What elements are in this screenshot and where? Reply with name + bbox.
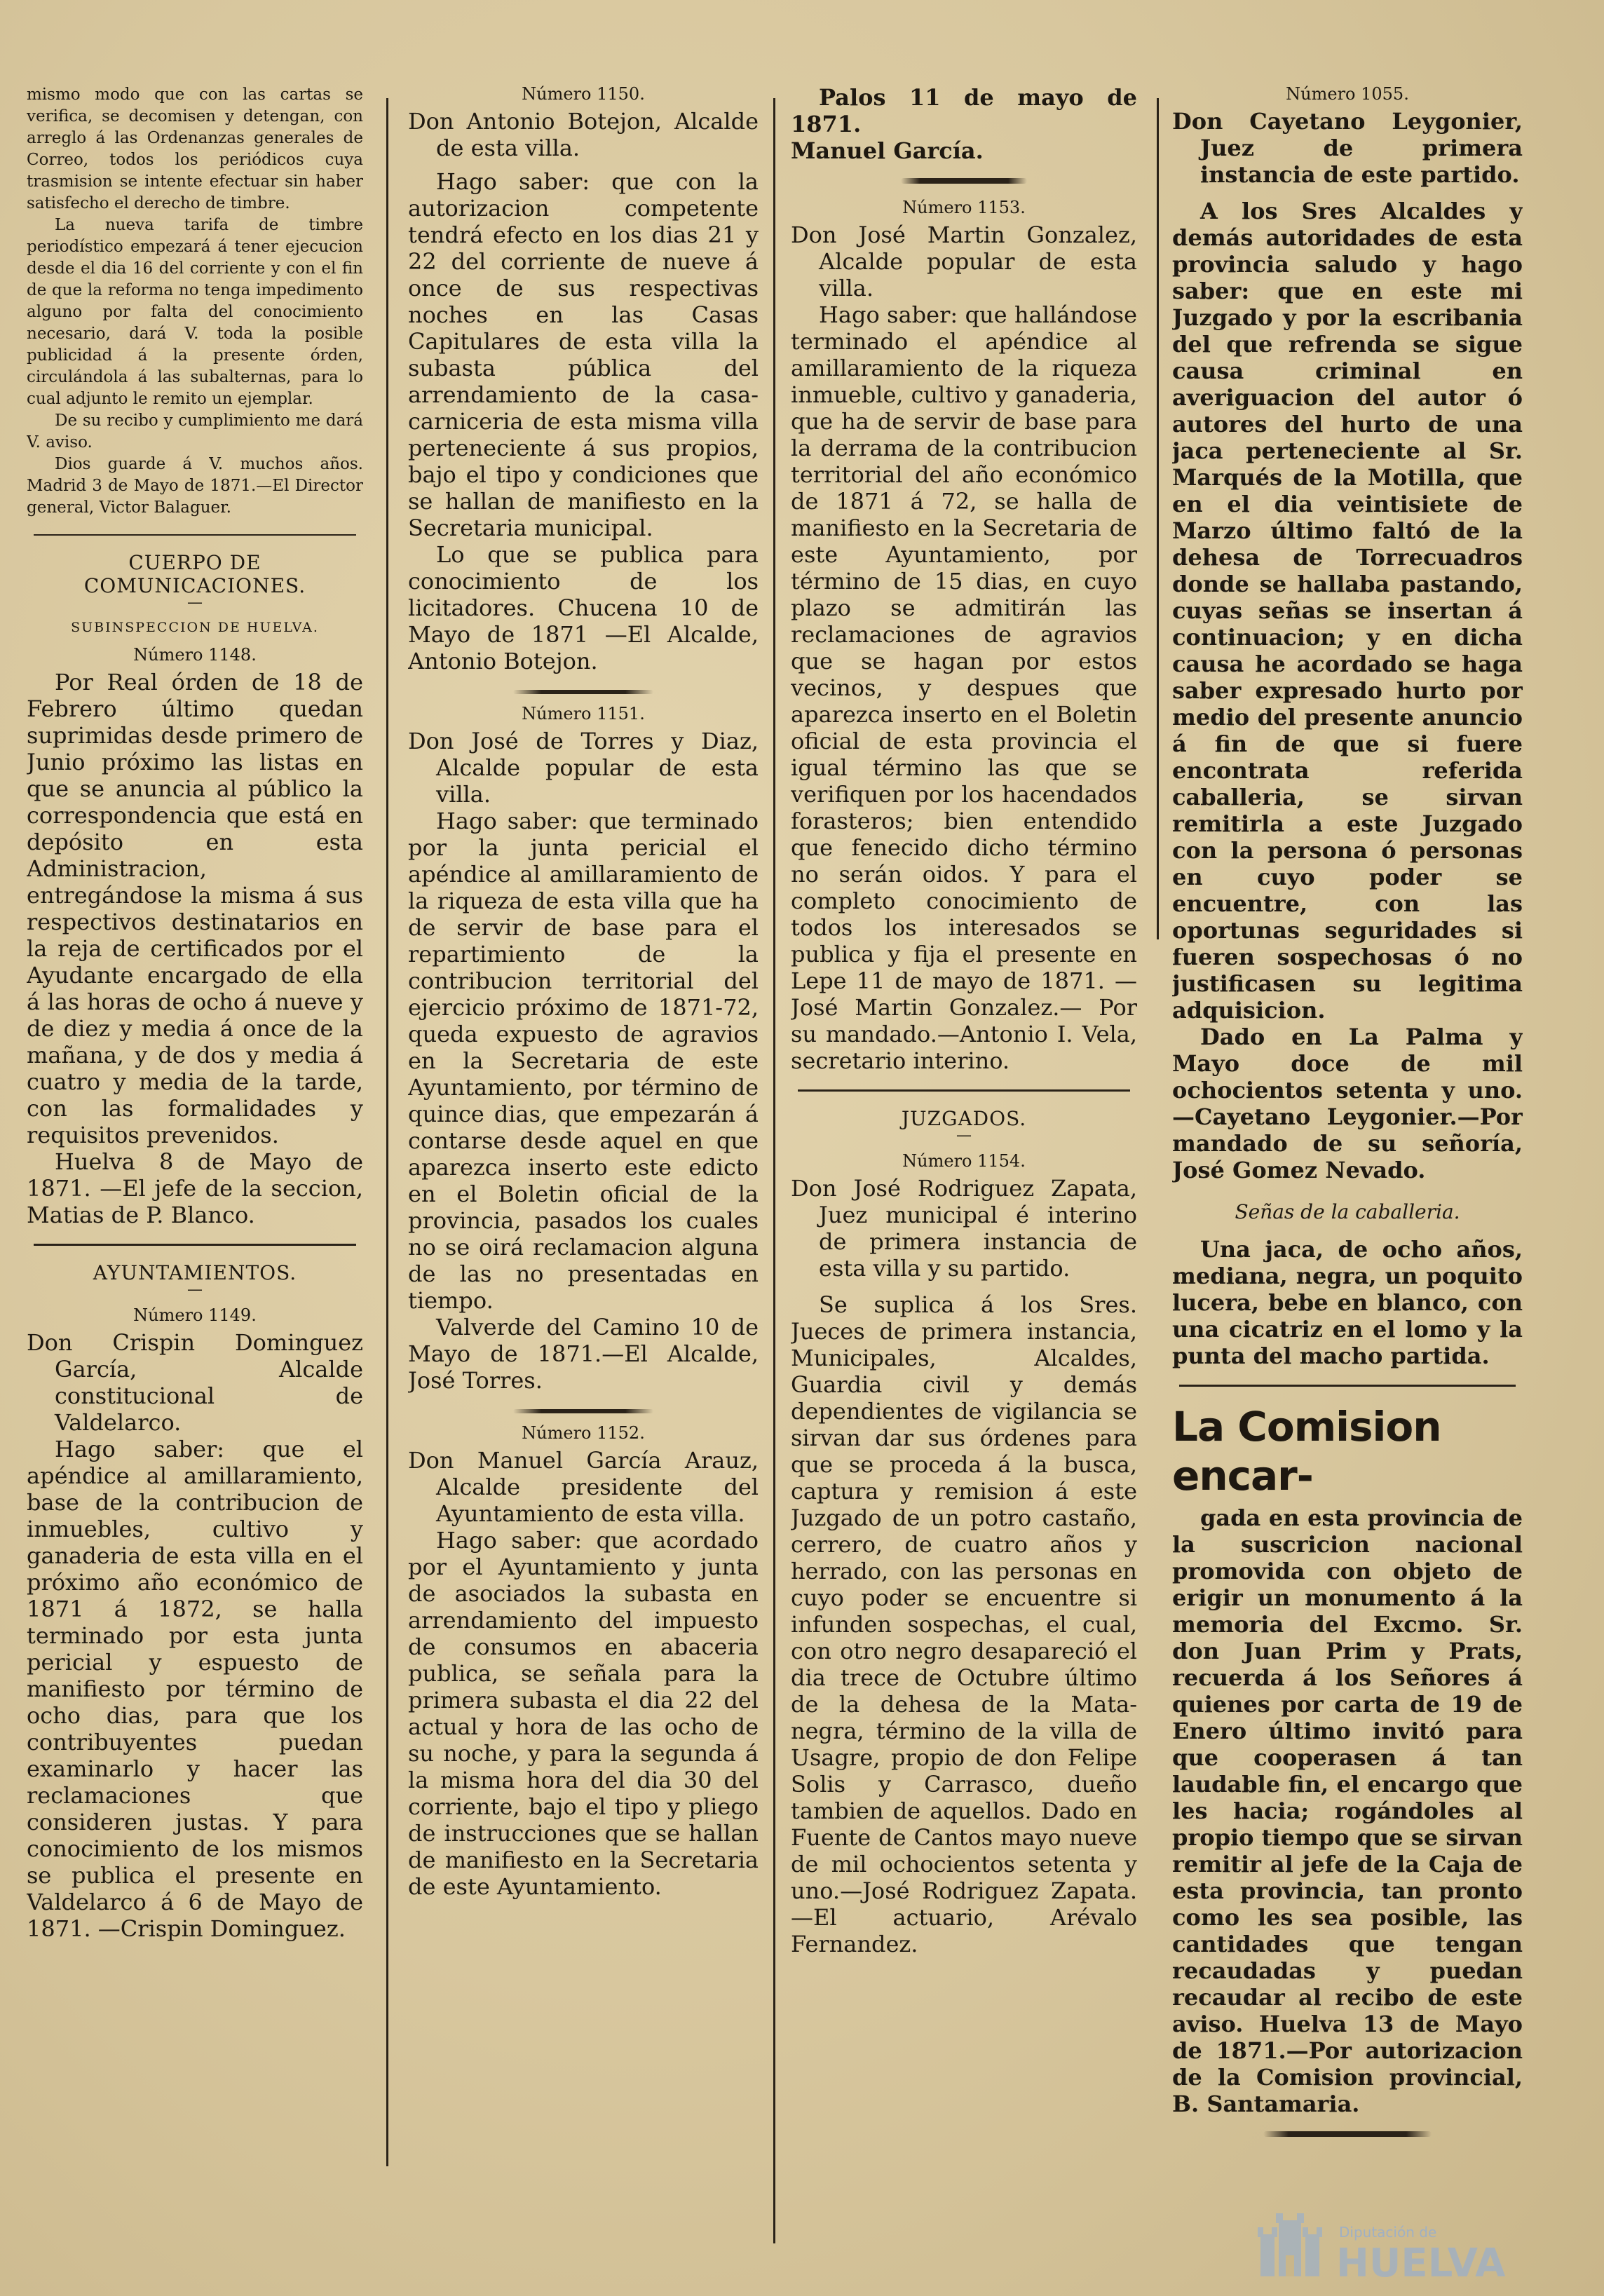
column-divider: [773, 98, 775, 2243]
notice-heading: Don José Rodriguez Zapata, Juez municipal é interino de primera instancia de esta villa y su partido.: [791, 1175, 1137, 1282]
notice-heading: Don Manuel García Arauz, Alcalde presidente del Ayuntamiento de esta villa.: [408, 1447, 759, 1527]
section-rule: [798, 1089, 1130, 1092]
section-dash: —: [956, 1127, 972, 1144]
notice-heading: Don José de Torres y Diaz, Alcalde popular de esta villa.: [408, 728, 759, 808]
notice-body: Hago saber: que terminado por la junta pericial el apéndice al amillaramiento de la riqueza de esta villa que ha de servir de base para el repartimiento de la contribucion territorial del ejercicio próximo de 1871-72, queda expuesto de agravios en la Secretaria de este Ayuntamiento, por término de quince dias, que empezarán á contarse desde aquel en que aparezca inserto este edicto en el Boletin oficial de la provincia, pasados los cuales no se oirá reclamacion alguna de las no presentadas en tiempo.: [408, 808, 759, 1314]
notice-body: Hago saber: que hallándose terminado el apéndice al amillaramiento de la riqueza inmueble, cultivo y ganaderia, que ha de servir de base para la derrama de la contribucion territorial del año económico de 1871 á 72, se halla de manifiesto en la Secretaria de este Ayuntamiento, por término de 15 dias, en cuyo plazo se admitirán las reclamaciones de agravios que se hagan por estos vecinos, y despues que aparezca inserto en el Boletin oficial de esta provincia el igual término las que se verifiquen por los hacendados forasteros; bien entendido que fenecido dicho término no serán oidos. Y para el completo conocimiento de todos los interesados se publica y fija el presente en Lepe 11 de mayo de 1871. —José Martin Gonzalez.— Por su mandado.—Antonio I. Vela, secretario interino.: [791, 301, 1137, 1074]
section-rule: [1179, 1385, 1516, 1387]
section-heading: CUERPO DE COMUNICACIONES.: [83, 551, 306, 597]
notice-heading: Don Antonio Botejon, Alcalde de esta villa.: [408, 108, 759, 161]
notice-number: Número 1152.: [522, 1423, 645, 1443]
notice-heading: Don Crispin Dominguez García, Alcalde constitucional de Valdelarco.: [27, 1329, 363, 1436]
watermark-logo: [1253, 2206, 1562, 2283]
intro-paragraph: De su recibo y cumplimiento me dará V. aviso.: [27, 412, 363, 451]
intro-paragraph: La nueva tarifa de timbre periodístico empezará á tener ejecucion desde el dia 16 del corriente y con el fin de que la reforma no tenga impedimento alguno por falta del conocimiento necesario, dará V. toda la posible publicidad á la presente órden, circulándola á las subalternas, para lo cual adjunto le remito un ejemplar.: [27, 216, 363, 408]
notice-body: Por Real órden de 18 de Febrero último quedan suprimidas desde primero de Junio próximo las listas en que se anuncia al público la correspondencia que está en depósito en esta Administracion, entregándose la misma á sus respectivos destinatarios en la reja de certificados por el Ayudante encargado de ella á las horas de ocho á nueve y de diez y media á once de la mañana, y de dos y media á cuatro y media de la tarde, con las formalidades y requisitos prevenidos.: [27, 669, 363, 1148]
notice-number: Número 1153.: [902, 198, 1026, 217]
notice-heading: Don Cayetano Leygonier, Juez de primera instancia de este partido.: [1172, 108, 1523, 188]
subsection-heading: Señas de la caballeria.: [1235, 1200, 1460, 1223]
section-dash: —: [187, 594, 203, 611]
column-divider: [1157, 98, 1159, 939]
watermark-line1: Diputación de: [1339, 2224, 1437, 2241]
notice-number: Número 1055.: [1286, 84, 1409, 104]
notice-body: Hago saber: que acordado por el Ayuntamiento y junta de asociados la subasta en arrendamiento del impuesto de consumos en abaceria publica, se señala para la primera subasta el dia 22 del actual y hora de las ocho de su noche, y para la segunda á la misma hora del dia 30 del corriente, bajo el tipo y pliego de instrucciones que se hallan de manifiesto en la Secretaria de este Ayuntamiento.: [408, 1527, 759, 1900]
notice-heading: Don José Martin Gonzalez, Alcalde popular de esta villa.: [791, 222, 1137, 301]
notice-title: La Comision encar-: [1172, 1403, 1441, 1500]
section-dash: —: [187, 1281, 203, 1298]
column-divider: [386, 98, 388, 2166]
notice-signature: Dado en La Palma y Mayo doce de mil ochocientos setenta y uno.—Cayetano Leygonier.—Por mandado de su señoría, José Gomez Nevado.: [1172, 1024, 1523, 1183]
column-2: [408, 84, 759, 2271]
notice-body: Hago saber: que el apéndice al amillaramiento, base de la contribucion de inmuebles, cultivo y ganaderia de esta villa en el próximo año económico de 1871 á 1872, se halla terminado por esta junta pericial y espuesto de manifiesto por término de ocho dias, para que los contribuyentes puedan examinarlo y hacer las reclamaciones que consideren justas. Y para conocimiento de los mismos se publica el presente en Valdelarco á 6 de Mayo de 1871. —Crispin Dominguez.: [27, 1436, 363, 1942]
notice-body: Se suplica á los Sres. Jueces de primera instancia, Municipales, Alcaldes, Guardia civil y demás dependientes de vigilancia se sirvan dar sus órdenes para que se proceda á la busca, captura y remision á este Juzgado de un potro castaño, cerrero, de cuatro años y herrado, con las personas en cuyo poder se encuentre si infunden sospechas, el cual, con otro negro desapareció el dia trece de Octubre último de la dehesa de la Mata-negra, término de la villa de Usagre, propio de don Felipe Solis y Carrasco, dueño tambien de aquellos. Dado en Fuente de Cantos mayo nueve de mil ochocientos setenta y uno.—José Rodriguez Zapata.—El actuario, Arévalo Fernandez.: [791, 1291, 1137, 1957]
intro-signature: Dios guarde á V. muchos años. Madrid 3 de Mayo de 1871.—El Director general, Victor Balaguer.: [27, 455, 363, 517]
notice-signature: Huelva 8 de Mayo de 1871. —El jefe de la seccion, Matias de P. Blanco.: [27, 1148, 363, 1228]
ornamental-rule: [1263, 2131, 1432, 2137]
section-rule: [34, 534, 356, 536]
column-3: [791, 84, 1137, 2271]
ornamental-rule: [513, 1409, 653, 1413]
notice-number: Número 1151.: [522, 704, 645, 724]
subsection-heading: SUBINSPECCION DE HUELVA.: [71, 620, 319, 635]
ornamental-rule: [901, 178, 1027, 184]
notice-number: Número 1149.: [133, 1305, 257, 1325]
notice-body: gada en esta provincia de la suscricion nacional promovida con objeto de erigir un monumento á la memoria del Excmo. Sr. don Juan Prim y Prats, recuerda á los Señores á quienes por carta de 19 de Enero último invitó para que cooperasen á tan laudable fin, el encargo que les hacia; rogándoles al propio tiempo que se sirvan remitir al jefe de la Caja de esta provincia, tan pronto como les sea posible, las cantidades que tengan recaudadas y puedan recaudar al recibo de este aviso. Huelva 13 de Mayo de 1871.—Por autorizacion de la Comision provincial, B. Santamaria.: [1172, 1504, 1523, 2117]
section-heading: JUZGADOS.: [901, 1107, 1027, 1130]
notice-signature: Manuel García.: [791, 137, 984, 164]
intro-paragraph: mismo modo que con las cartas se verifica, se decomisen y detengan, con arreglo á las Ordenanzas generales de Correo, todos los periódicos cuya trasmision se intente efectuar sin haber satisfecho el derecho de timbre.: [27, 86, 363, 212]
notice-signature: Valverde del Camino 10 de Mayo de 1871.—El Alcalde, José Torres.: [408, 1314, 759, 1394]
column-4: [1172, 84, 1523, 2271]
notice-number: Número 1148.: [133, 645, 257, 665]
notice-body: Una jaca, de ocho años, mediana, negra, un poquito lucera, bebe en blanco, con una cicatriz en el lomo y la punta del macho partida.: [1172, 1236, 1523, 1369]
notice-signature: Lo que se publica para conocimiento de los licitadores. Chucena 10 de Mayo de 1871 —El Alcalde, Antonio Botejon.: [408, 541, 759, 674]
notice-signature: Palos 11 de mayo de 1871.: [791, 84, 1137, 137]
column-1: [27, 84, 363, 2271]
section-heading: AYUNTAMIENTOS.: [93, 1261, 297, 1284]
castle-crest-icon: [1253, 2206, 1562, 2283]
notice-number: Número 1154.: [902, 1151, 1026, 1171]
notice-body: Hago saber: que con la autorizacion competente tendrá efecto en los dias 21 y 22 del corriente de nueve á once de sus respectivas noches en las Casas Capitulares de esta villa la subasta pública del arrendamiento de la casa-carniceria de esta misma villa perteneciente á sus propios, bajo el tipo y condiciones que se hallan de manifiesto en la Secretaria municipal.: [408, 168, 759, 541]
ornamental-rule: [513, 690, 653, 694]
notice-body: A los Sres Alcaldes y demás autoridades de esta provincia saludo y hago saber: que en este mi Juzgado y por la escribania del que refrenda se sigue causa criminal en averiguacion del autor ó autores del hurto de una jaca perteneciente al Sr. Marqués de la Motilla, que en el dia veintisiete de Marzo último faltó de la dehesa de Torrecuadros donde se hallaba pastando, cuyas señas se insertan á continuacion; y en dicha causa he acordado se haga saber expresado hurto por medio del presente anuncio á fin de que si fuere encontrata referida caballeria, se sirvan remitirla a este Juzgado con la persona ó personas en cuyo poder se encuentre, con las oportunas seguridades si fueren sospechosas ó no justificasen su legitima adquisicion.: [1172, 198, 1523, 1024]
notice-number: Número 1150.: [522, 84, 645, 104]
watermark-line2: HUELVA: [1336, 2241, 1506, 2283]
section-rule: [34, 1244, 356, 1246]
